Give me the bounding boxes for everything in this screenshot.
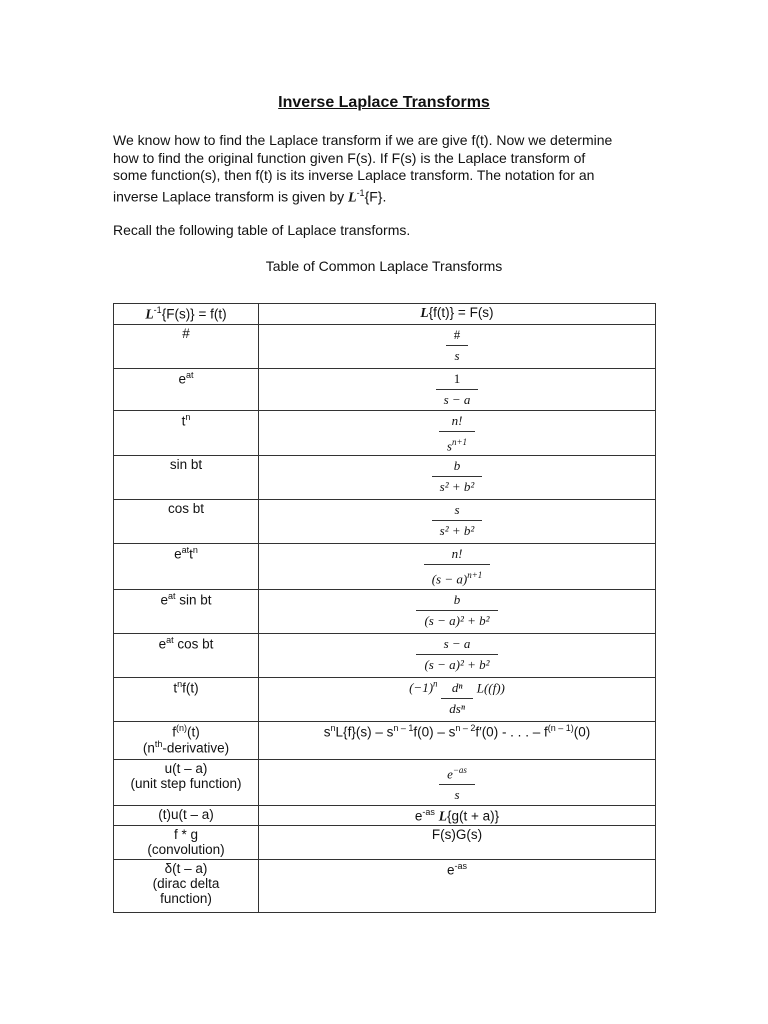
- base: e: [446, 862, 455, 878]
- denominator: [439, 432, 475, 454]
- table-row: [114, 368, 656, 410]
- transform-tail: L((f)): [476, 680, 505, 696]
- fs-cell: [259, 860, 656, 913]
- table-caption: Table of Common Laplace Transforms: [265, 258, 503, 274]
- text: δ(t – a): [164, 861, 208, 877]
- fs-cell: [259, 410, 656, 455]
- superscript: n+1: [451, 436, 468, 447]
- table-row: [114, 860, 656, 913]
- denominator: (s − a)² + b²: [424, 656, 490, 672]
- superscript: (n – 1): [547, 722, 574, 733]
- numerator: b: [432, 457, 483, 477]
- superscript: (n): [176, 722, 187, 733]
- ft-cell: #: [114, 324, 259, 368]
- fraction: [432, 457, 483, 495]
- text: (n: [142, 740, 155, 756]
- text: cos bt: [173, 636, 214, 652]
- denominator: s² + b²: [439, 522, 475, 538]
- base: e: [158, 636, 167, 652]
- text: (t): [187, 724, 200, 740]
- table-row: [114, 826, 656, 860]
- denominator: s: [454, 787, 460, 803]
- fraction: [446, 326, 469, 364]
- base: e: [160, 592, 168, 608]
- text: sin bt: [175, 592, 212, 608]
- ft-cell: [114, 589, 259, 633]
- text: f(0) – s: [413, 724, 456, 740]
- fs-cell: [259, 543, 656, 589]
- laplace-script-l: L: [420, 305, 429, 320]
- numerator: n!: [424, 545, 491, 565]
- text: {g(t + a)}: [446, 808, 500, 824]
- laplace-table: [113, 303, 656, 913]
- text: u(t – a): [164, 760, 208, 776]
- fraction: [416, 635, 497, 673]
- denominator: s² + b²: [439, 478, 475, 494]
- sign-factor: [409, 680, 437, 695]
- table-row: [114, 499, 656, 543]
- table-row: [114, 543, 656, 589]
- text: function): [160, 891, 212, 907]
- table-row: [114, 633, 656, 677]
- header-inverse: [114, 304, 259, 325]
- laplace-script-l: L: [145, 306, 154, 322]
- intro-line: inverse Laplace transform is given by: [113, 188, 345, 205]
- ft-cell: sin bt: [114, 455, 259, 499]
- ft-cell: [114, 543, 259, 589]
- ft-cell: [114, 633, 259, 677]
- text: (unit step function): [130, 775, 242, 791]
- base: (−1): [409, 680, 434, 696]
- text: s: [323, 724, 331, 740]
- numerator: #: [446, 326, 469, 346]
- superscript: -1: [356, 187, 365, 198]
- ft-cell: [114, 410, 259, 455]
- intro-line: how to find the original function given F(s). If F(s) is the Laplace transform of: [113, 149, 586, 166]
- table-row: [114, 805, 656, 826]
- fs-cell: [259, 721, 656, 759]
- table-row: [114, 677, 656, 721]
- ft-cell: [114, 721, 259, 759]
- fs-cell: [259, 499, 656, 543]
- base: t: [173, 680, 178, 696]
- header-text: {F(s)} = f(t): [161, 306, 227, 322]
- denominator: dsⁿ: [449, 700, 465, 716]
- fs-cell: [259, 677, 656, 721]
- superscript: at: [181, 544, 190, 555]
- fraction: [441, 679, 473, 717]
- numerator: s − a: [416, 635, 497, 655]
- base: s: [446, 437, 452, 453]
- header-text: {f(t)} = F(s): [428, 305, 494, 320]
- denominator: [424, 565, 491, 587]
- superscript: -1: [153, 305, 162, 315]
- ft-cell: [114, 860, 259, 913]
- denominator: s − a: [443, 391, 471, 407]
- superscript: at: [167, 590, 176, 601]
- numerator: [439, 761, 475, 785]
- base: e: [174, 546, 182, 562]
- denominator: s: [454, 347, 460, 363]
- superscript: n – 2: [455, 722, 476, 733]
- ft-cell: [114, 368, 259, 410]
- superscript: n: [192, 544, 198, 555]
- base: e: [178, 371, 186, 386]
- superscript: n: [330, 722, 336, 733]
- laplace-script-l: L: [438, 808, 447, 824]
- header-forward: [259, 304, 656, 325]
- table-row: [114, 759, 656, 805]
- fraction: [436, 370, 479, 408]
- ft-cell: [114, 826, 259, 860]
- fs-cell: [259, 455, 656, 499]
- table-header-row: [114, 304, 656, 325]
- base: e: [414, 808, 423, 824]
- superscript: n: [177, 678, 183, 689]
- base: t: [189, 546, 193, 562]
- text: (convolution): [147, 842, 225, 858]
- superscript: at: [166, 634, 174, 645]
- intro-paragraph: [113, 132, 658, 207]
- page-title: Inverse Laplace Transforms: [278, 94, 490, 111]
- fraction: [424, 545, 491, 587]
- fs-cell: [259, 368, 656, 410]
- intro-line: some function(s), then f(t) is its inverse Laplace transform. The notation for an: [113, 167, 595, 183]
- text: f * g: [173, 827, 198, 843]
- superscript: −as: [452, 764, 467, 775]
- table-row: [114, 721, 656, 759]
- superscript: at: [186, 369, 194, 380]
- denominator: (s − a)² + b²: [424, 612, 490, 628]
- fs-cell: [259, 805, 656, 826]
- superscript: -as: [422, 806, 435, 817]
- superscript: n+1: [467, 569, 483, 580]
- text: L{f}(s) – s: [335, 724, 394, 740]
- ft-cell: (t)u(t – a): [114, 805, 259, 826]
- text: f′(0) - . . . – f: [475, 724, 548, 740]
- superscript: -as: [454, 861, 468, 872]
- table-row: [114, 589, 656, 633]
- numerator: n!: [439, 412, 475, 432]
- table-row: [114, 455, 656, 499]
- fraction: [439, 412, 475, 454]
- fs-cell: [259, 759, 656, 805]
- numerator: dⁿ: [441, 679, 473, 699]
- base: (s − a): [431, 571, 468, 587]
- numerator: 1: [436, 370, 479, 390]
- fs-cell: [259, 633, 656, 677]
- superscript: n: [185, 411, 191, 422]
- text: f(t): [182, 680, 199, 696]
- base: t: [181, 413, 186, 428]
- ft-cell: cos bt: [114, 499, 259, 543]
- table-row: [114, 324, 656, 368]
- intro-line: We know how to find the Laplace transform if we are give f(t). Now we determine: [113, 132, 613, 148]
- superscript: th: [154, 739, 163, 750]
- text: (0): [573, 724, 591, 740]
- fs-cell: [259, 589, 656, 633]
- base: f: [172, 724, 176, 740]
- text: -derivative): [162, 740, 230, 756]
- superscript: n – 1: [393, 722, 414, 733]
- base: e: [447, 766, 453, 782]
- recall-text: Recall the following table of Laplace transforms.: [113, 222, 411, 238]
- numerator: s: [432, 501, 483, 521]
- fs-cell: [259, 324, 656, 368]
- numerator: b: [416, 591, 497, 611]
- laplace-script-l: L: [348, 190, 357, 206]
- ft-cell: [114, 677, 259, 721]
- fraction: [439, 761, 475, 803]
- text: (dirac delta: [152, 876, 220, 892]
- fs-cell: F(s)G(s): [259, 826, 656, 860]
- table-row: [114, 410, 656, 455]
- ft-cell: [114, 759, 259, 805]
- fraction: [416, 591, 497, 629]
- superscript: n: [433, 678, 438, 689]
- fraction: [432, 501, 483, 539]
- intro-line: {F}.: [364, 188, 387, 205]
